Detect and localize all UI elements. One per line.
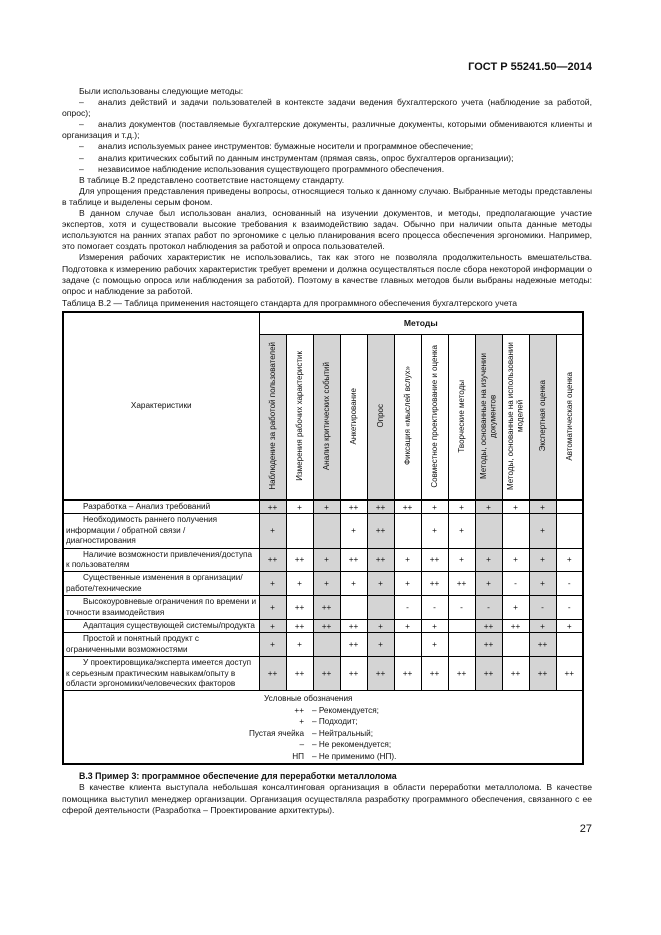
legend-desc: – Подходит; [312, 717, 358, 727]
row-label: Необходимость раннего получения информации / обратной связи / диагностирования [63, 514, 259, 548]
table-row [63, 514, 583, 548]
legend-row [63, 691, 583, 765]
legend-item [64, 751, 582, 763]
rating-cell [394, 633, 421, 657]
method-header [340, 334, 367, 500]
page-number: 27 [579, 822, 592, 835]
table-body [63, 500, 583, 765]
rating-cell: ++ [259, 548, 286, 572]
paragraph: В таблице В.2 представлено соответствие настоящему стандарту. [79, 174, 345, 185]
row-label: Разработка – Анализ требований [63, 500, 259, 514]
rating-cell: + [529, 548, 556, 572]
rating-cell: ++ [313, 596, 340, 620]
table-row [63, 500, 583, 514]
rating-cell: + [421, 500, 448, 514]
rating-cell: + [421, 514, 448, 548]
method-header [475, 334, 502, 500]
rating-cell: ++ [448, 657, 475, 691]
rating-cell: ++ [340, 500, 367, 514]
list-item: – анализ используемых ранее инструментов: бумажные носители и программное обеспечение; [79, 141, 474, 152]
rating-cell: + [313, 548, 340, 572]
rating-cell [394, 514, 421, 548]
rating-cell: + [367, 633, 394, 657]
rating-cell [556, 500, 583, 514]
rating-cell: ++ [313, 657, 340, 691]
rating-cell: + [475, 572, 502, 596]
rating-cell: ++ [475, 657, 502, 691]
paragraph: Для упрощения представления приведены вопросы, относящиеся только к данному случаю. Выбранные методы представлены в таблице и выделены серым фоном. [62, 185, 592, 207]
rating-cell [313, 514, 340, 548]
rating-cell: + [259, 514, 286, 548]
rating-cell: ++ [286, 548, 313, 572]
legend-desc: – Не применимо (НП). [312, 751, 397, 761]
method-header [529, 334, 556, 500]
rating-cell: ++ [340, 633, 367, 657]
rating-cell: + [502, 548, 529, 572]
row-label: Простой и понятный продукт с ограниченными возможностями [63, 633, 259, 657]
rating-cell [475, 514, 502, 548]
legend-key: ++ [294, 705, 304, 715]
paragraph: Были использованы следующие методы: [79, 86, 244, 96]
rating-cell: + [394, 572, 421, 596]
rating-cell [313, 633, 340, 657]
row-label: Наличие возможности привлечения/доступа к пользователям [63, 548, 259, 572]
method-header [448, 334, 475, 500]
list-item: – независимое наблюдение использования существующего программного обеспечения. [79, 163, 445, 174]
row-label: У проектировщика/эксперта имеется доступ к серьезным практическим навыкам/опыту в области эргономики/человеческих факторов [63, 657, 259, 691]
rating-cell: + [367, 572, 394, 596]
rating-cell: + [367, 619, 394, 632]
rating-cell [448, 633, 475, 657]
rating-cell: ++ [367, 657, 394, 691]
method-label: Творческие методы [456, 379, 466, 453]
rating-cell [286, 514, 313, 548]
rating-cell [502, 514, 529, 548]
table-row [63, 633, 583, 657]
rating-cell: ++ [313, 619, 340, 632]
rating-cell: ++ [475, 619, 502, 632]
rating-cell: ++ [259, 657, 286, 691]
rating-cell [502, 633, 529, 657]
method-label: Автоматическая оценка [564, 371, 574, 461]
rating-cell [340, 596, 367, 620]
rating-cell: - [529, 596, 556, 620]
method-header [502, 334, 529, 500]
rating-cell: ++ [340, 548, 367, 572]
rating-cell: - [502, 572, 529, 596]
table-caption: Таблица В.2 — Таблица применения настоящего стандарта для программного обеспечения бухгалтерского учета [62, 297, 517, 308]
method-header [259, 334, 286, 500]
rating-cell: + [529, 514, 556, 548]
rating-cell: + [502, 500, 529, 514]
legend-item [64, 716, 582, 728]
rating-cell: + [529, 619, 556, 632]
section-title: В.3 Пример 3: программное обеспечение для переработки металлолома [79, 771, 397, 782]
rating-cell: + [313, 500, 340, 514]
rating-cell: ++ [556, 657, 583, 691]
paragraph: В качестве клиента выступала небольшая консалтинговая организация в области переработки металлолома. В качестве помощника выступил менеджер организации. Организация осуществляла разработку программного обеспечения, связанного с ее сферой деятельности (Разработка – Проектирование архитектуры). [62, 782, 592, 815]
row-label: Адаптация существующей системы/продукта [63, 619, 259, 632]
rating-cell: - [556, 572, 583, 596]
rating-cell: ++ [502, 619, 529, 632]
rating-cell: + [556, 619, 583, 632]
rating-cell: ++ [286, 596, 313, 620]
method-header [286, 334, 313, 500]
rating-cell: + [313, 572, 340, 596]
rating-cell: ++ [529, 657, 556, 691]
rating-cell: - [448, 596, 475, 620]
legend-key: – [299, 740, 304, 750]
rating-cell: ++ [529, 633, 556, 657]
table-row [63, 657, 583, 691]
intro-text [62, 86, 592, 309]
method-header [556, 334, 583, 500]
method-label: Анализ критических событий [321, 361, 331, 470]
rating-cell: + [259, 633, 286, 657]
legend-item [64, 728, 582, 740]
rating-cell: + [421, 619, 448, 632]
section-b3 [62, 771, 592, 815]
rating-cell: ++ [448, 572, 475, 596]
rating-cell: + [448, 514, 475, 548]
rating-cell: + [259, 596, 286, 620]
rating-cell: + [502, 596, 529, 620]
rating-cell: ++ [367, 548, 394, 572]
method-label: Методы, основанные на использовании моделей [506, 341, 525, 490]
rating-cell [367, 596, 394, 620]
legend [63, 691, 583, 765]
methods-table [62, 311, 584, 766]
method-header [394, 334, 421, 500]
rating-cell: - [556, 596, 583, 620]
rating-cell: + [475, 548, 502, 572]
rating-cell: - [421, 596, 448, 620]
table-row [63, 596, 583, 620]
rating-cell: ++ [394, 657, 421, 691]
method-label: Методы, основанные на изучении документов [479, 352, 498, 479]
legend-desc: – Нейтральный; [312, 728, 374, 738]
rating-cell: ++ [367, 514, 394, 548]
method-header [367, 334, 394, 500]
table-row [63, 619, 583, 632]
list-item: – анализ критических событий по данным инструментам (прямая связь, опрос бухгалтеров организации); [79, 152, 514, 163]
rating-cell: + [475, 500, 502, 514]
method-header [421, 334, 448, 500]
rating-cell: + [394, 548, 421, 572]
rating-cell: + [286, 500, 313, 514]
rating-cell: + [529, 500, 556, 514]
legend-item [64, 705, 582, 717]
rating-cell: + [421, 633, 448, 657]
rating-cell: ++ [367, 500, 394, 514]
method-label: Измерения рабочих характеристик [294, 351, 304, 481]
rating-cell: ++ [340, 619, 367, 632]
rating-cell: + [340, 514, 367, 548]
paragraph: Измерения рабочих характеристик не использовались, так как этого не позволяла продолжительность вмешательства. Подготовка к измерению рабочих характеристик требует времени и должна осуществляться после сбора некоторой информации о задаче (с помощью опроса или наблюдения за работой). Поэтому в качестве главных методов были выбраны надежные методы: опрос и наблюдение за работой. [62, 252, 592, 296]
legend-key: НП [292, 751, 304, 761]
rating-cell: - [394, 596, 421, 620]
rating-cell: + [259, 572, 286, 596]
rating-cell: - [475, 596, 502, 620]
methods-header: Методы [259, 312, 583, 335]
rating-cell: + [448, 500, 475, 514]
method-label: Совместное проектирование и оценка [429, 344, 439, 488]
legend-desc: – Не рекомендуется; [312, 740, 392, 750]
rating-cell: ++ [502, 657, 529, 691]
rating-cell: + [448, 548, 475, 572]
standard-header: ГОСТ Р 55241.50—2014 [468, 61, 592, 73]
rating-cell: + [286, 572, 313, 596]
rating-cell: ++ [394, 500, 421, 514]
table-row [63, 572, 583, 596]
rating-cell: ++ [340, 657, 367, 691]
legend-title: Условные обозначения [264, 694, 353, 704]
method-label: Экспертная оценка [537, 380, 547, 452]
rating-cell: + [529, 572, 556, 596]
rating-cell: ++ [421, 548, 448, 572]
rating-cell: + [394, 619, 421, 632]
paragraph: В данном случае был использован анализ, основанный на изучении документов, и методы, предполагающие участие экспертов, хотя и существовали высокие требования к взаимодействию задач. Обычно при наличии опыта данные методы используются на ранних этапах работ по эргономике с целью планирования всего процесса обеспечения эргономики. Например, это помогает создать протокол наблюдения за работой и опроса пользователей. [62, 208, 592, 252]
rating-cell: + [340, 572, 367, 596]
rating-cell: ++ [475, 633, 502, 657]
legend-key: + [299, 717, 304, 727]
row-label: Существенные изменения в организации/работе/технические [63, 572, 259, 596]
rating-cell [556, 633, 583, 657]
rating-cell: + [556, 548, 583, 572]
method-header [313, 334, 340, 500]
row-label: Высокоуровневые ограничения по времени и точности взаимодействия [63, 596, 259, 620]
rating-cell: ++ [286, 619, 313, 632]
legend-desc: – Рекомендуется; [312, 705, 379, 715]
list-item: – анализ действий и задачи пользователей в контексте задачи ведения бухгалтерского учета (наблюдение за работой, опрос); [62, 97, 592, 119]
rating-cell [448, 619, 475, 632]
rating-cell: + [286, 633, 313, 657]
method-label: Опрос [375, 404, 385, 428]
rating-cell [556, 514, 583, 548]
rating-cell: ++ [259, 500, 286, 514]
rating-cell: ++ [421, 657, 448, 691]
method-label: Фиксация «мыслей вслух» [402, 366, 412, 466]
legend-key: Пустая ячейка [248, 728, 304, 738]
legend-item [64, 739, 582, 751]
method-label: Наблюдение за работой пользователей [267, 342, 277, 490]
rating-cell: + [259, 619, 286, 632]
characteristics-header: Характеристики [63, 312, 259, 500]
rating-cell: ++ [421, 572, 448, 596]
rating-cell: ++ [286, 657, 313, 691]
method-label: Анкетирование [348, 387, 358, 445]
list-item: – анализ документов (поставляемые бухгалтерские документы, различные документы, которыми обмениваются клиенты и организация и т.д.); [62, 119, 592, 141]
table-row [63, 548, 583, 572]
